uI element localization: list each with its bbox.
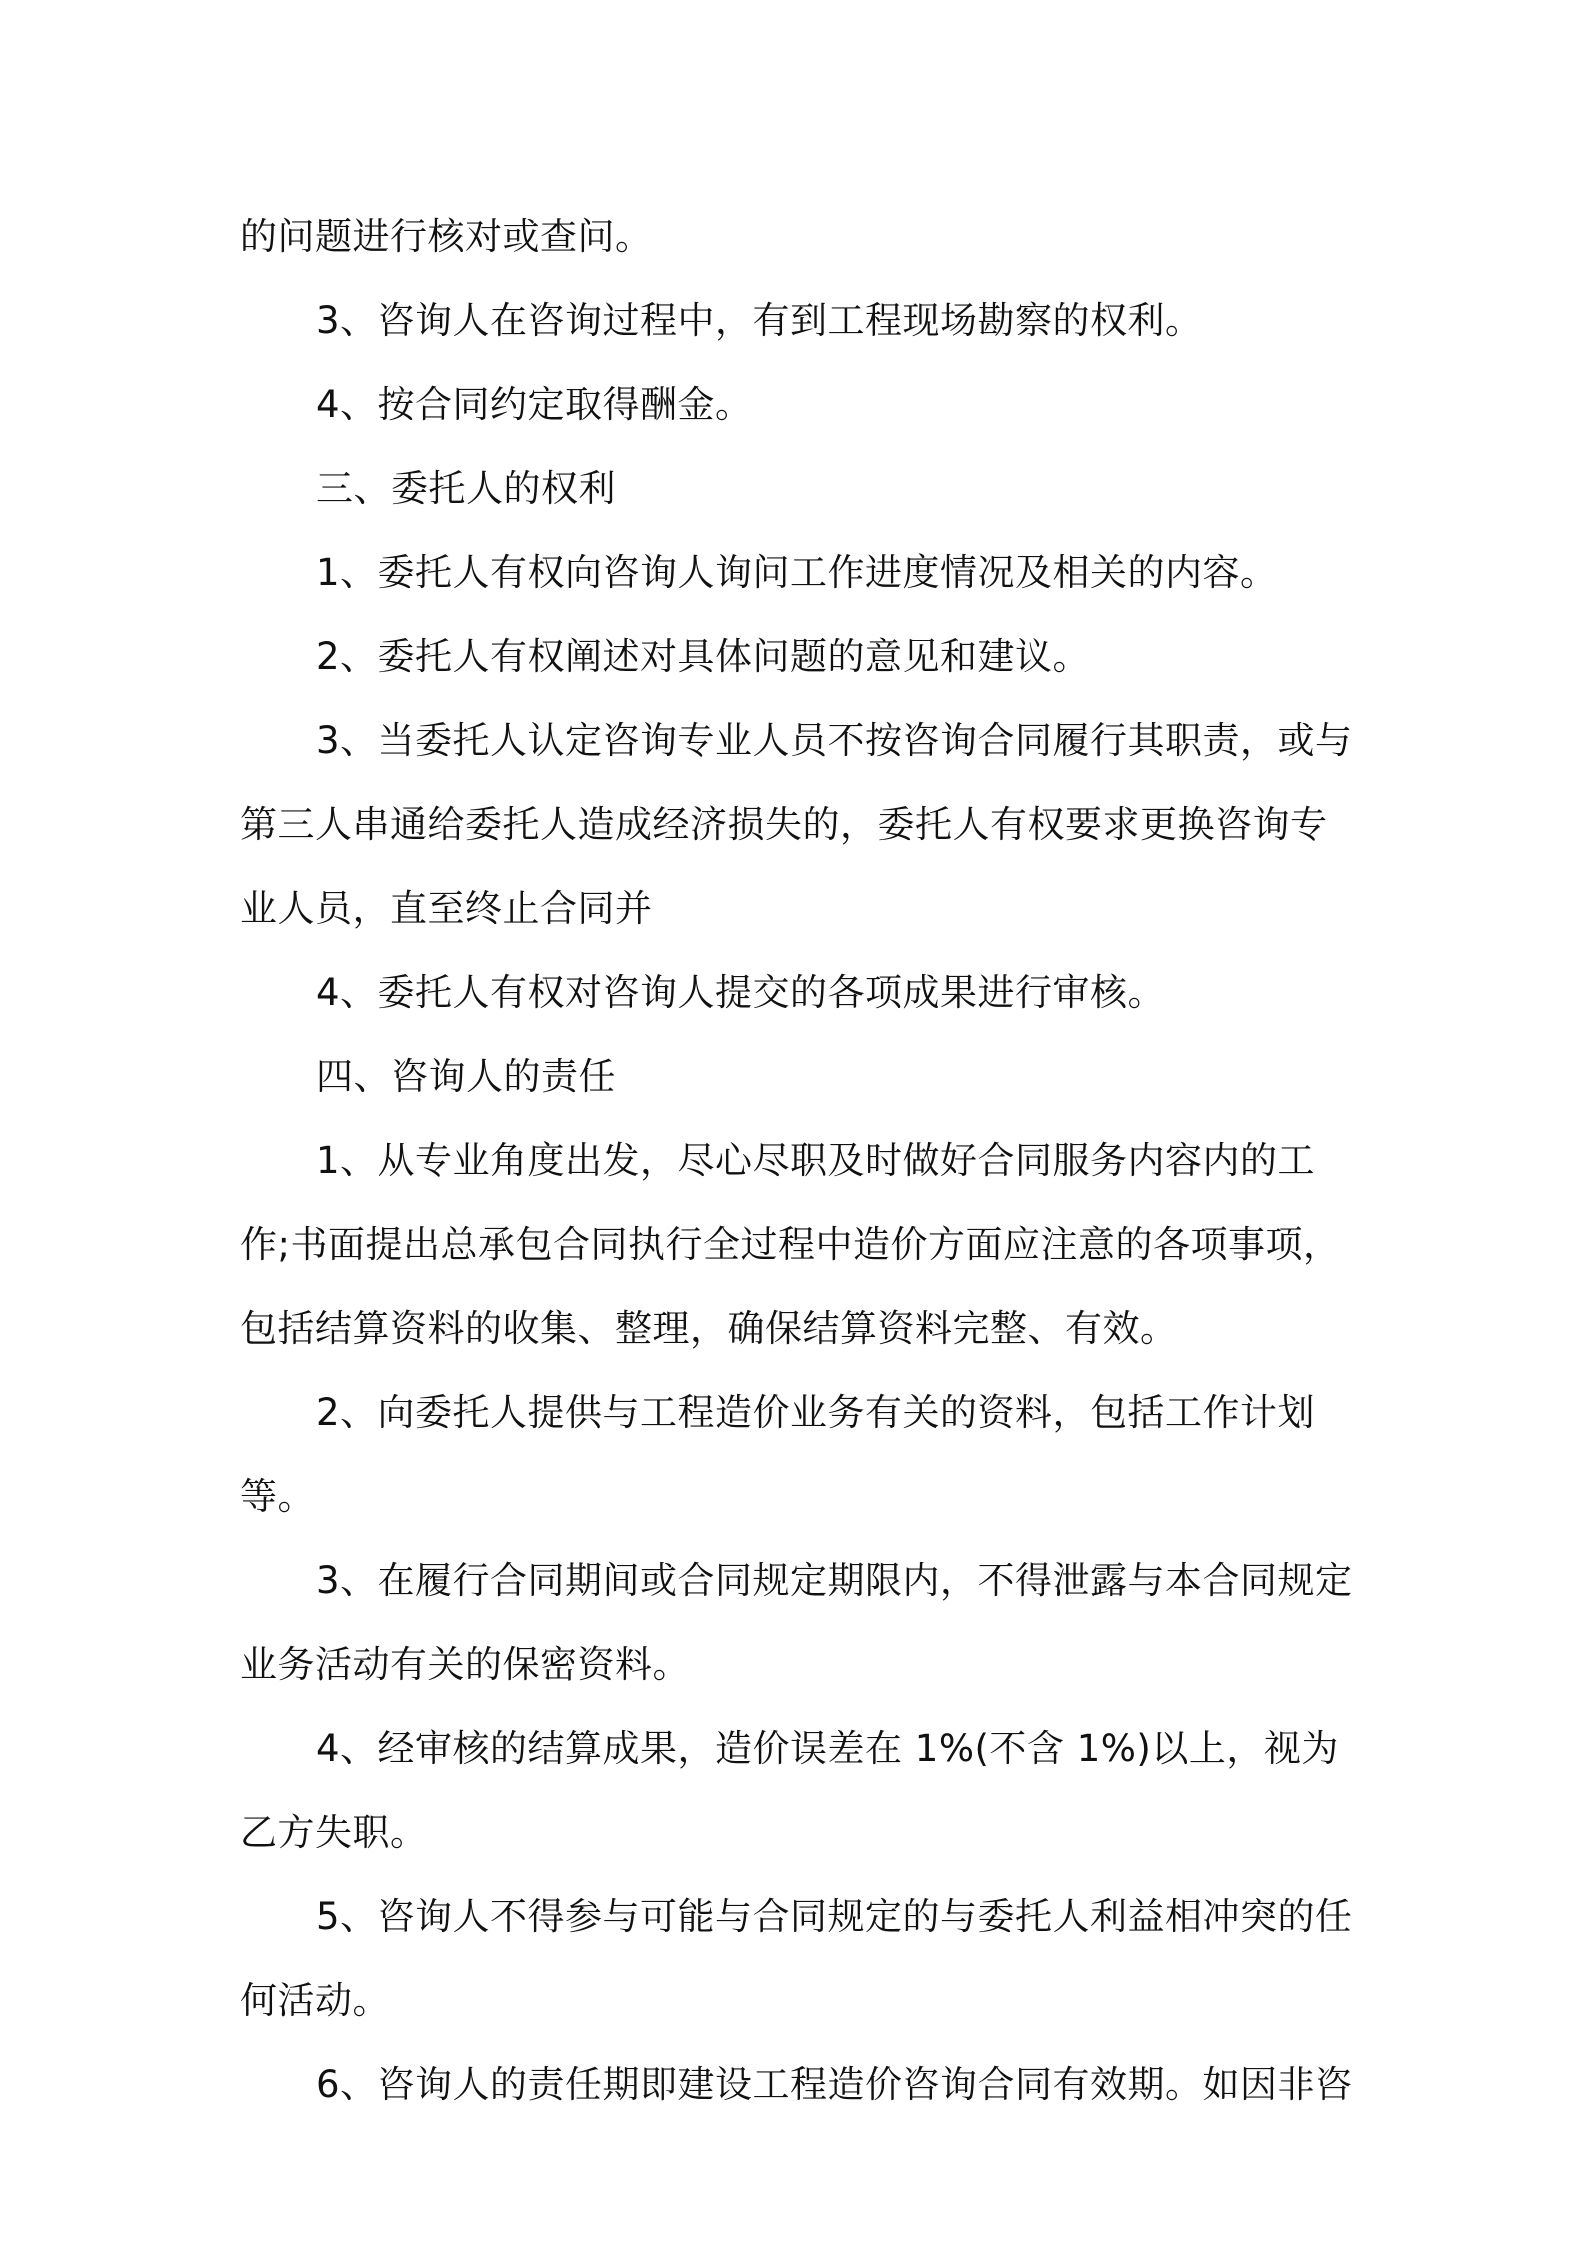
paragraph-item: 2、向委托人提供与工程造价业务有关的资料，包括工作计划等。	[240, 1391, 1316, 1518]
paragraph-item: 3、当委托人认定咨询专业人员不按咨询合同履行其职责，或与第三人串通给委托人造成经济损失的，委托人有权要求更换咨询专业人员，直至终止合同并	[240, 719, 1353, 930]
paragraph-item: 4、委托人有权对咨询人提交的各项成果进行审核。	[316, 971, 1166, 1014]
paragraph-item: 2、委托人有权阐述对具体问题的意见和建议。	[316, 635, 1091, 678]
paragraph-item: 1、从专业角度出发，尽心尽职及时做好合同服务内容内的工作;书面提出总承包合同执行全过程中造价方面应注意的各项事项，包括结算资料的收集、整理，确保结算资料完整、有效。	[240, 1139, 1341, 1350]
paragraph-item: 4、按合同约定取得酬金。	[316, 383, 753, 426]
paragraph-item: 6、咨询人的责任期即建设工程造价咨询合同有效期。如因非咨	[316, 2063, 1353, 2106]
paragraph-item: 3、在履行合同期间或合同规定期限内，不得泄露与本合同规定业务活动有关的保密资料。	[240, 1559, 1353, 1686]
paragraph-item: 3、咨询人在咨询过程中，有到工程现场勘察的权利。	[316, 299, 1203, 342]
section-heading: 三、委托人的权利	[316, 467, 616, 510]
paragraph-continuation: 的问题进行核对或查问。	[240, 215, 653, 258]
document-body	[240, 195, 1360, 2127]
paragraph-item: 5、咨询人不得参与可能与合同规定的与委托人利益相冲突的任何活动。	[240, 1895, 1353, 2022]
paragraph-item: 1、委托人有权向咨询人询问工作进度情况及相关的内容。	[316, 551, 1278, 594]
paragraph-item: 4、经审核的结算成果，造价误差在 1%(不含 1%)以上，视为乙方失职。	[240, 1727, 1339, 1854]
section-heading: 四、咨询人的责任	[316, 1055, 616, 1098]
